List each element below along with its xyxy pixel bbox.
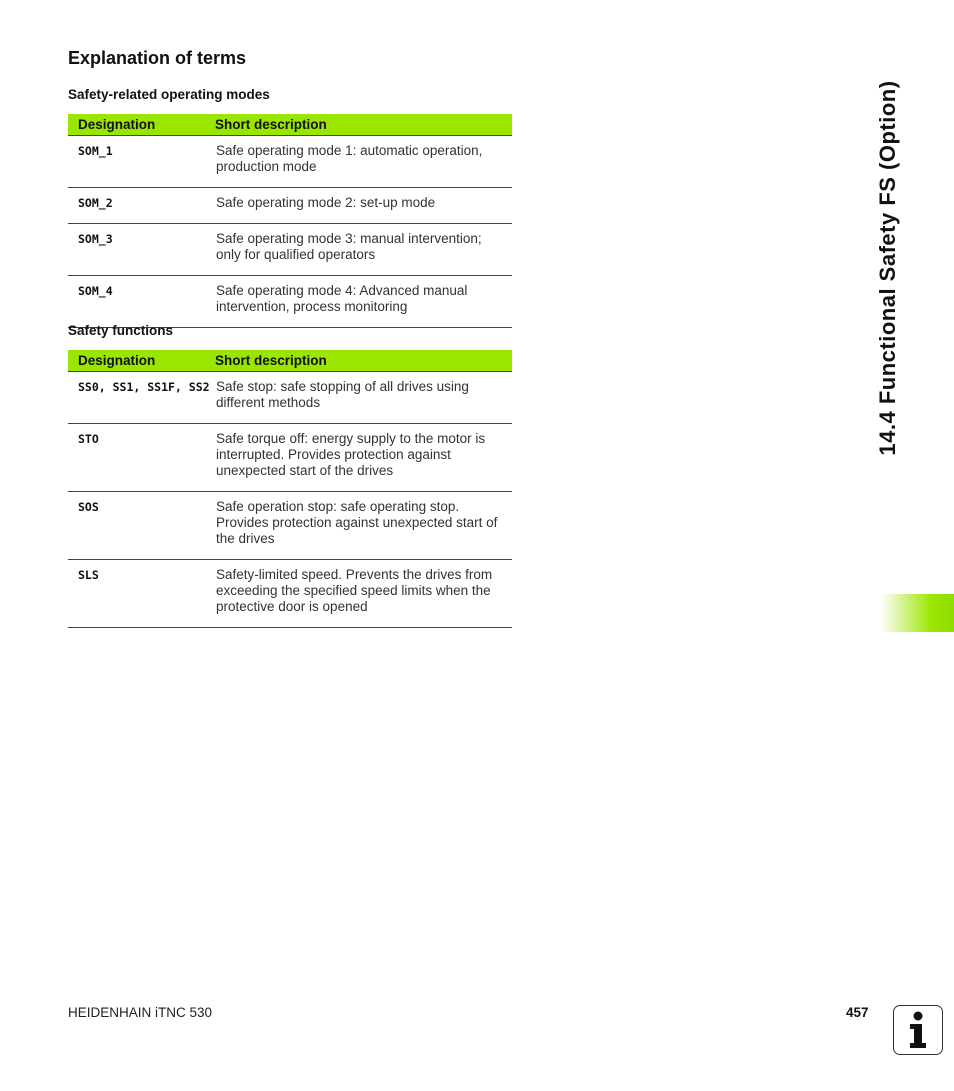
chapter-tab-marker [880, 594, 954, 632]
description-cell: Safe operation stop: safe operating stop. Provides protection against unexpected start of the drives [215, 492, 512, 560]
description-cell: Safe operating mode 2: set-up mode [215, 188, 512, 224]
designation-cell: SLS [68, 560, 215, 628]
designation-cell: SOM_2 [68, 188, 215, 224]
safety-functions-title: Safety functions [68, 323, 174, 338]
table-row [68, 224, 512, 276]
table-row [68, 276, 512, 328]
table-header-row [68, 350, 512, 372]
designation-cell: SS0, SS1, SS1F, SS2 [68, 372, 215, 424]
description-cell: Safe stop: safe stopping of all drives using different methods [215, 372, 512, 424]
description-cell: Safe torque off: energy supply to the motor is interrupted. Provides protection against unexpected start of the drives [215, 424, 512, 492]
column-header-designation: Designation [68, 114, 215, 136]
column-header-short-description: Short description [215, 114, 512, 136]
operating-modes-title: Safety-related operating modes [68, 87, 270, 102]
table-row [68, 560, 512, 628]
table-row [68, 136, 512, 188]
section-title: Explanation of terms [68, 48, 247, 68]
description-cell: Safe operating mode 3: manual intervention; only for qualified operators [215, 224, 512, 276]
designation-cell: SOS [68, 492, 215, 560]
designation-cell: SOM_3 [68, 224, 215, 276]
table-row [68, 372, 512, 424]
info-glyph [903, 1010, 933, 1050]
table-row [68, 492, 512, 560]
description-cell: Safe operating mode 1: automatic operation, production mode [215, 136, 512, 188]
description-cell: Safe operating mode 4: Advanced manual intervention, process monitoring [215, 276, 512, 328]
designation-cell: STO [68, 424, 215, 492]
table-header-row [68, 114, 512, 136]
chapter-side-title-text: 14.4 Functional Safety FS (Option) [875, 80, 900, 456]
operating-modes-table [68, 114, 512, 328]
page-number: 457 [846, 1005, 869, 1020]
info-icon [893, 1005, 943, 1055]
description-cell: Safety-limited speed. Prevents the drives from exceeding the specified speed limits when the protective door is opened [215, 560, 512, 628]
designation-cell: SOM_1 [68, 136, 215, 188]
footer-manual-name: HEIDENHAIN iTNC 530 [68, 1005, 213, 1020]
table-row [68, 424, 512, 492]
safety-functions-table [68, 350, 512, 628]
column-header-designation: Designation [68, 350, 215, 372]
designation-cell: SOM_4 [68, 276, 215, 328]
column-header-short-description: Short description [215, 350, 512, 372]
table-row [68, 188, 512, 224]
